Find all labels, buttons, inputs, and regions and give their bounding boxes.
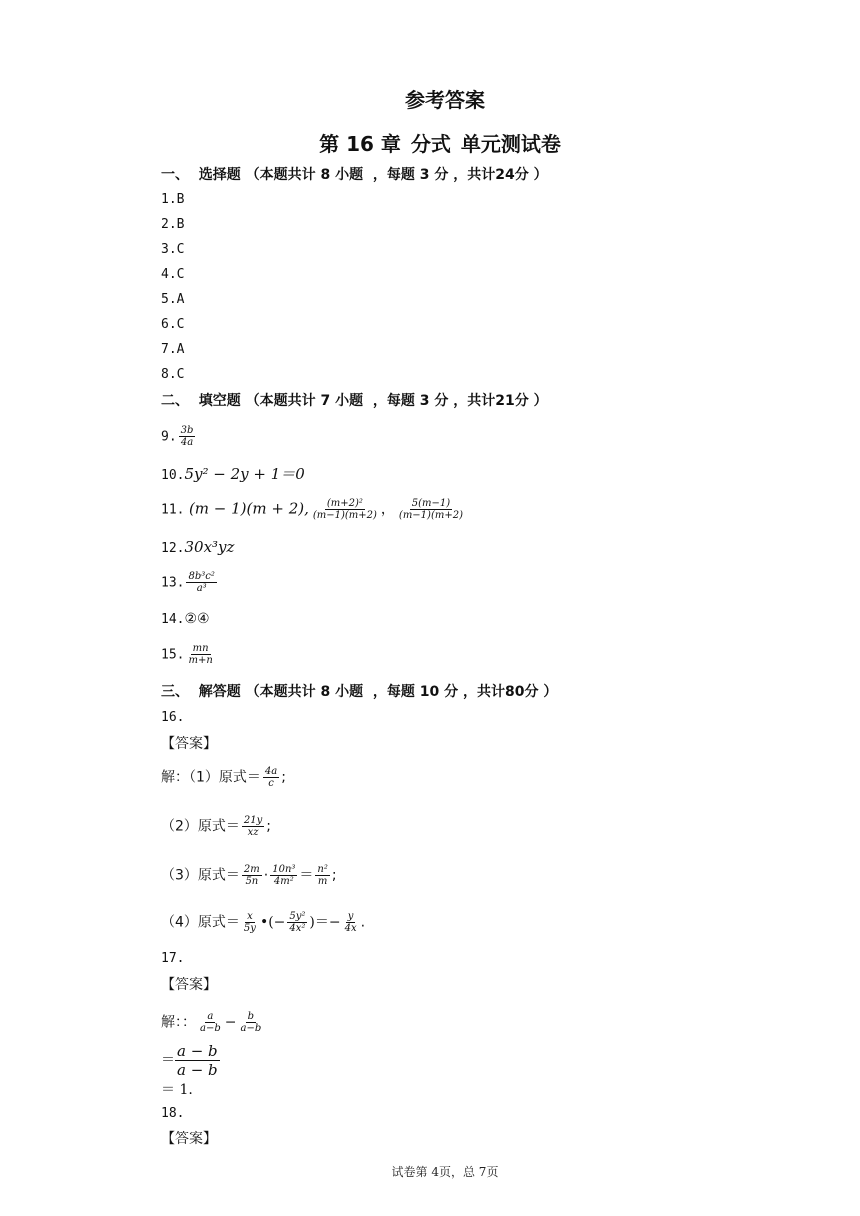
question-number: 17. xyxy=(161,951,185,966)
answer-item: 6.C xyxy=(161,317,185,332)
answer-item: 1.B xyxy=(161,192,185,207)
page-footer: 试卷第 4页，总 7页 xyxy=(391,1165,499,1179)
answer-tag: 【答案】 xyxy=(161,977,217,993)
answer-q12: 12.30x³yz xyxy=(161,538,235,556)
answer-item: 3.C xyxy=(161,242,185,257)
question-number: 18. xyxy=(161,1106,185,1121)
q17-step-3: ＝ 1. xyxy=(161,1082,193,1098)
subtitle-chapter: 第 16 章 xyxy=(319,132,401,156)
answer-q11: 11. (m − 1)(m + 2), $\frac{\text{(m+2)²}}{(m-1)(m+2)}$ ， $\frac{5(m-1)}{(m-1)(m+2)}$ xyxy=(161,498,463,521)
question-number: 16. xyxy=(161,710,185,725)
answer-q15: 15. $\frac{mn}{m+n}$ xyxy=(161,643,213,666)
q16-step-1: 解：（1）原式＝ $\frac{4a}{c}$ ; xyxy=(161,766,286,789)
page-subtitle xyxy=(0,128,860,157)
section-heading-solve: 三、 解答题 （本题共计 8 小题 ，每题 10 分 ，共计80分 ） xyxy=(161,684,558,700)
section-heading-fill: 二、 填空题 （本题共计 7 小题 ，每题 3 分 ，共计21分 ） xyxy=(161,393,548,409)
answer-q14: 14.②④ xyxy=(161,611,210,627)
answer-q10: 10.5y² − 2y + 1＝0 xyxy=(161,465,305,483)
answer-q13: 13. $\frac{\text{8b³c²}}{\text{a³}}$ xyxy=(161,571,215,594)
answer-tag: 【答案】 xyxy=(161,1131,217,1147)
answer-item: 8.C xyxy=(161,367,185,382)
q17-step-1: 解：： $\frac{a}{a-b}$ − $\frac{b}{a-b}$ xyxy=(161,1011,262,1034)
q16-step-2: （2）原式＝ $\frac{21y}{xz}$ ; xyxy=(161,815,272,838)
answer-item: 7.A xyxy=(161,342,185,357)
page-title: 参考答案 xyxy=(405,88,485,112)
answer-item: 2.B xyxy=(161,217,185,232)
section-heading-choice: 一、 选择题 （本题共计 8 小题 ，每题 3 分 ，共计24分 ） xyxy=(161,167,548,183)
answer-tag: 【答案】 xyxy=(161,736,217,752)
q17-step-2: ＝ $\frac{a - b}{a - b}$ xyxy=(161,1042,218,1079)
answer-item: 4.C xyxy=(161,267,185,282)
subtitle-type: 单元测试卷 xyxy=(460,132,561,156)
subtitle-topic: 分式 xyxy=(410,132,451,156)
q16-step-3: （3）原式＝ $\frac{2m}{5n}$ · $\frac{\text{10n³}}{\text{4m²}}$ ＝ $\frac{\text{n²}}{m}$ ; xyxy=(161,864,337,887)
answer-item: 5.A xyxy=(161,292,185,307)
answer-q9: 9. $\frac{3b}{4a}$ xyxy=(161,425,194,448)
q16-step-4: （4）原式＝ $\frac{x}{5y}$ •(− $\frac{\text{5y²}}{\text{4x²}}$ )＝− $\frac{y}{4x}$ . xyxy=(161,911,366,934)
